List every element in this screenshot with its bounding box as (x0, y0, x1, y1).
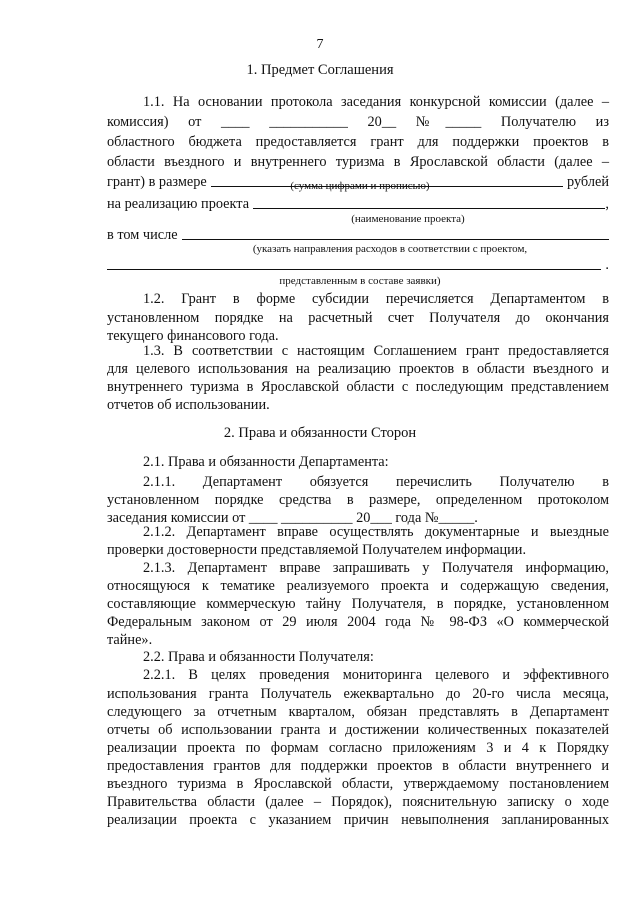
directions-end: . (605, 257, 609, 273)
paragraph-2-2-1-line: Правительства области (далее – Порядок), пояснительную записку о ходе (107, 794, 609, 810)
section-2-heading: 2. Права и обязанности Сторон (223, 425, 417, 441)
paragraph-2-1-1-line: установленном порядке средства в размере, определенном протоколом (107, 492, 609, 508)
paragraph-1-3-line: отчетов об использовании. (107, 397, 270, 413)
paragraph-1-2-line: установленном порядке на расчетный счет Получателя до окончания (107, 310, 609, 326)
page-number: 7 (316, 37, 324, 52)
directions-blank (107, 269, 601, 270)
caption-directions: (указать направления расходов в соответствии с проектом, (252, 243, 528, 255)
paragraph-2-1-3-line: относящуюся к тематике реализуемого проекта и содержащую сведения, (107, 578, 609, 594)
paragraph-2-1-3-line: составляющие коммерческую тайну Получателя, в порядке, установленном (107, 596, 609, 612)
including-label: в том числе (107, 227, 178, 243)
project-end: , (605, 196, 609, 212)
directions-row (107, 256, 609, 274)
paragraph-2-2: 2.2. Права и обязанности Получателя: (143, 649, 374, 665)
paragraph-2-2-1-line: 2.2.1. В целях проведения мониторинга целевого и эффективного (143, 667, 609, 683)
paragraph-2-1-3-line: Федеральным законом от 29 июля 2004 года № 98-ФЗ «О коммерческой (107, 614, 609, 630)
caption-sum: (сумма цифрами и прописью) (290, 180, 430, 192)
paragraph-2-1-2-line: 2.1.2. Департамент вправе осуществлять документарные и выездные (143, 524, 609, 540)
paragraph-2-1-2-line: проверки достоверности представляемой Получателем информации. (107, 542, 527, 558)
grant-amount-label: грант) в размере (107, 174, 207, 190)
paragraph-2-2-1-line: отчеты об использовании гранта и достижении количественных показателей (107, 722, 609, 738)
paragraph-1-3-line: внутреннего туризма в Ярославской области с последующим представлением (107, 379, 609, 395)
paragraph-1-1-line: области въездного и внутреннего туризма в Ярославской области (далее – (107, 154, 609, 170)
paragraph-1-3-line: для целевого использования на реализацию проектов в области въездного и (107, 361, 609, 377)
paragraph-2-2-1-line: предоставления грантов для поддержки проектов в области внутреннего и (107, 758, 609, 774)
including-blank (182, 239, 609, 240)
project-label: на реализацию проекта (107, 196, 250, 212)
paragraph-2-2-1-line: реализации проекта с указанием причин невыполнения запланированных (107, 812, 609, 828)
section-1-heading: 1. Предмет Соглашения (246, 62, 394, 78)
paragraph-1-3-line: 1.3. В соответствии с настоящим Соглашением грант предоставляется (143, 343, 609, 359)
paragraph-1-2-line: 1.2. Грант в форме субсидии перечисляется Департаментом в (143, 291, 609, 307)
paragraph-1-2-line: текущего финансового года. (107, 328, 279, 344)
paragraph-2-2-1-line: использования гранта Получатель ежеквартально до 20-го числа месяца, (107, 686, 609, 702)
paragraph-2-1-3-line: 2.1.3. Департамент вправе запрашивать у Получателя информацию, (143, 560, 609, 576)
rubles-label: рублей (567, 174, 609, 190)
paragraph-1-1-line: областного бюджета предоставляется грант для поддержки проектов в (107, 134, 609, 150)
paragraph-2-1-3-line: тайне». (107, 632, 153, 648)
paragraph-1-1-line: комиссия) от ____ ___________ 20__ №_____ Получателю из (107, 114, 609, 130)
paragraph-2-2-1-line: въездного туризма в Ярославской области, утверждаемому постановлением (107, 776, 609, 792)
caption-presented: представленным в составе заявки) (279, 275, 441, 287)
paragraph-2-1: 2.1. Права и обязанности Департамента: (143, 454, 389, 470)
paragraph-2-2-1-line: следующего за отчетным кварталом, обязан представлять в Департамент (107, 704, 609, 720)
project-row (107, 195, 609, 213)
including-row (107, 226, 609, 244)
project-blank (253, 208, 605, 209)
caption-project: (наименование проекта) (351, 213, 465, 225)
paragraph-2-1-1-line: 2.1.1. Департамент обязуется перечислить Получателю в (143, 474, 609, 490)
paragraph-2-1-1-line: заседания комиссии от ____ __________ 20___ года №_____. (107, 510, 478, 526)
paragraph-1-1-line: 1.1. На основании протокола заседания конкурсной комиссии (далее – (143, 94, 609, 110)
paragraph-2-2-1-line: реализации проекта по формам согласно приложениям 3 и 4 к Порядку (107, 740, 609, 756)
